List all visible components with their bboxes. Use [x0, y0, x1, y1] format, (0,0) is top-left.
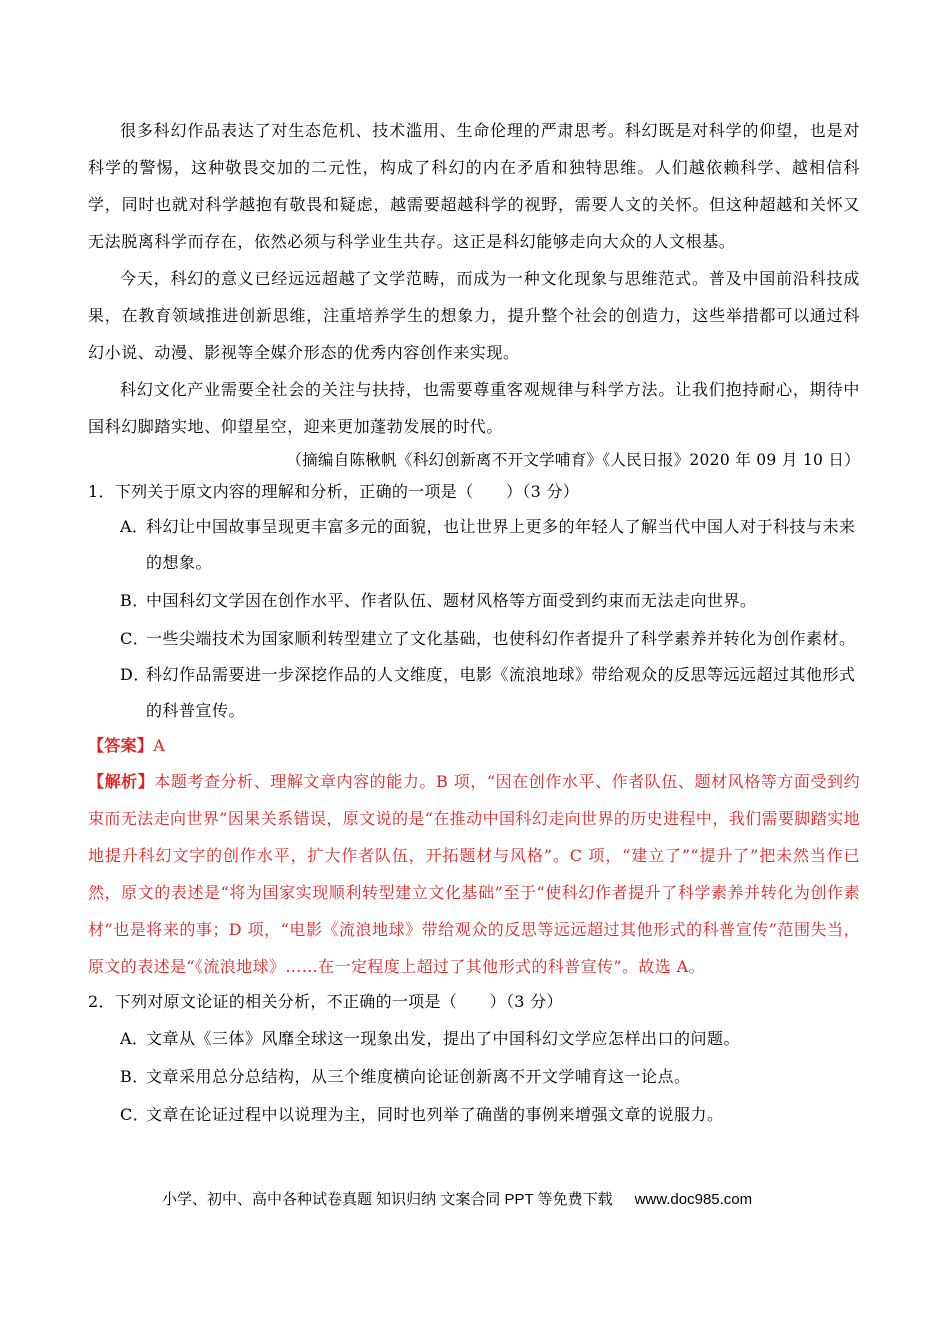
option-text: 文章从《三体》风靡全球这一现象出发，提出了中国科幻文学应怎样出口的问题。	[146, 1029, 741, 1048]
option-text: 中国科幻文学因在创作水平、作者队伍、题材风格等方面受到约束而无法走向世界。	[146, 591, 757, 610]
analysis-text: 本题考查分析、理解文章内容的能力。B 项，“因在创作水平、作者队伍、题材风格等方面受到约束而无法走向世界”因果关系错误，原文说的是“在推动中国科幻走向世界的历史进程中，我们需要脚踏实地地提升科幻文字的创作水平，扩大作者队伍，开拓题材与风格”。C 项，“建立了”“提升了”把未然当作已然，原文的表述是“将为国家实现顺利转型建立文化基础”至于“使科幻作者提升了科学素养并转化为创作素材”也是将来的事；D 项，“电影《流浪地球》带给观众的反思等远远超过其他形式的科普宣传”范围失当，原文的表述是“《流浪地球》……在一定程度上超过了其他形式的科普宣传”。故选 A。	[88, 772, 860, 976]
page-footer	[162, 1188, 802, 1212]
option-text: 科幻让中国故事呈现更丰富多元的面貌，也让世界上更多的年轻人了解当代中国人对于科技与未来的想象。	[146, 517, 856, 572]
passage-paragraph-2: 今天，科幻的意义已经远远超越了文学范畴，而成为一种文化现象与思维范式。普及中国前沿科技成果，在教育领域推进创新思维，注重培养学生的想象力，提升整个社会的创造力，这些举措都可以通过科幻小说、动漫、影视等全媒介形态的优秀内容创作来实现。	[88, 269, 860, 362]
question-2-option-c	[120, 1097, 860, 1133]
question-1-option-b	[120, 583, 860, 619]
option-letter: C．	[120, 1105, 150, 1124]
option-text: 一些尖端技术为国家顺利转型建立了文化基础，也使科幻作者提升了科学素养并转化为创作素材。	[146, 629, 856, 648]
option-text: 科幻作品需要进一步深挖作品的人文维度，电影《流浪地球》带给观众的反思等远远超过其他形式的科普宣传。	[146, 665, 856, 720]
answer-value: A	[153, 736, 166, 755]
option-text: 文章采用总分总结构，从三个维度横向论证创新离不开文学哺育这一论点。	[146, 1067, 691, 1086]
passage-paragraph-3: 科幻文化产业需要全社会的关注与扶持，也需要尊重客观规律与科学方法。让我们抱持耐心，期待中国科幻脚踏实地、仰望星空，迎来更加蓬勃发展的时代。	[88, 380, 860, 436]
question-1-option-a	[120, 509, 860, 581]
option-letter: B．	[120, 1067, 149, 1086]
question-1-stem: 1．下列关于原文内容的理解和分析，正确的一项是（ ）（3 分）	[88, 482, 580, 501]
option-letter: D．	[120, 665, 150, 684]
answer-label: 【答案】	[88, 736, 154, 755]
document-body	[88, 112, 860, 1133]
option-letter: A．	[120, 517, 149, 536]
question-1-answer	[88, 729, 860, 763]
question-1-analysis	[88, 763, 860, 985]
question-2-option-b	[120, 1059, 860, 1095]
option-letter: A．	[120, 1029, 149, 1048]
question-1-option-c	[120, 621, 860, 657]
question-2-stem: 2．下列对原文论证的相关分析，不正确的一项是（ ）（3 分）	[88, 992, 563, 1011]
passage-source: （摘编自陈楸帆《科幻创新离不开文学哺育》《人民日报》2020 年 09 月 10 日）	[286, 451, 860, 469]
passage-paragraph-1: 很多科幻作品表达了对生态危机、技术滥用、生命伦理的严肃思考。科幻既是对科学的仰望，也是对科学的警惕，这种敬畏交加的二元性，构成了科幻的内在矛盾和独特思维。人们越依赖科学、越相信科学，同时也就对科学越抱有敬畏和疑虑，越需要超越科学的视野，需要人文的关怀。但这种超越和关怀又无法脱离科学而存在，依然必须与科学业生共存。这正是科幻能够走向大众的人文根基。	[88, 121, 860, 251]
footer-url-link[interactable]: www.doc985.com	[634, 1191, 753, 1208]
option-letter: B．	[120, 591, 149, 610]
option-letter: C．	[120, 629, 150, 648]
analysis-label: 【解析】	[88, 772, 155, 791]
option-text: 文章在论证过程中以说理为主，同时也列举了确凿的事例来增强文章的说服力。	[146, 1105, 724, 1124]
question-1-option-d	[120, 657, 860, 729]
footer-text: 小学、初中、高中各种试卷真题 知识归纳 文案合同 PPT 等免费下载	[162, 1191, 613, 1208]
question-2-option-a	[120, 1021, 860, 1057]
